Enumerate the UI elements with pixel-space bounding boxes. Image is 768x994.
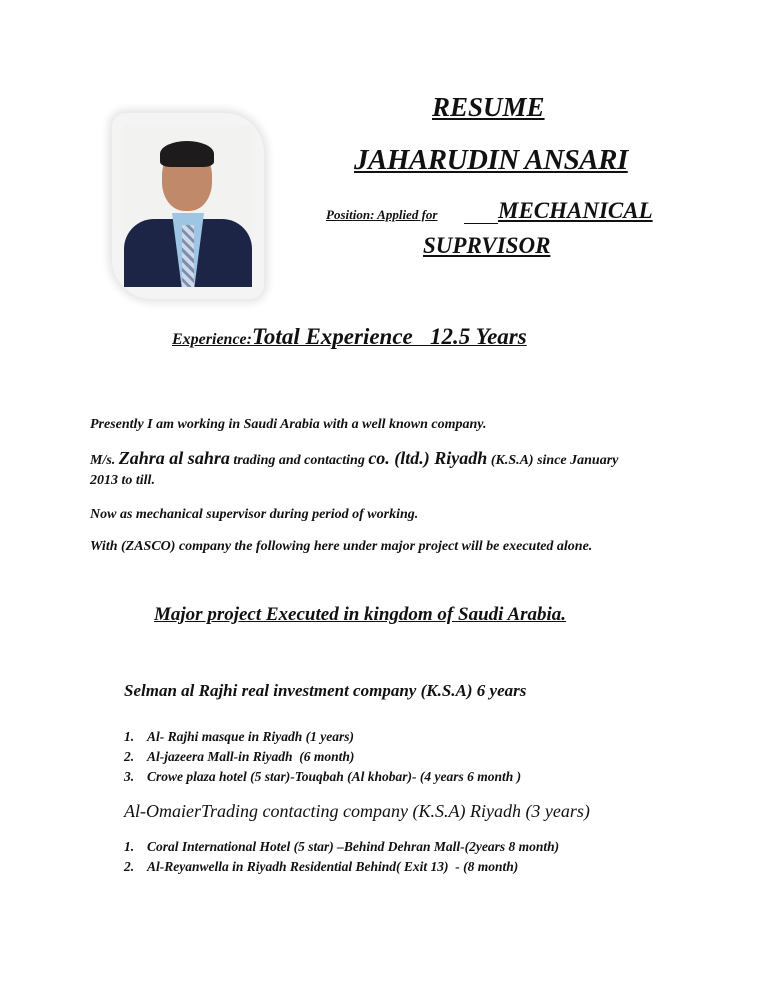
experience — [172, 324, 527, 350]
position-gap — [464, 207, 498, 224]
company-line-2: 2013 to till. — [90, 473, 155, 488]
experience-label: Experience: — [172, 331, 252, 348]
project-group-title: Al-OmaierTrading contacting company (K.S.A) Riyadh (3 years) — [124, 801, 590, 821]
candidate-name: JAHARUDIN ANSARI — [354, 144, 628, 176]
projects-heading: Major project Executed in kingdom of Saudi Arabia. — [154, 604, 567, 625]
profile-photo — [112, 113, 264, 299]
role-line: Now as mechanical supervisor during period of working. — [90, 507, 419, 522]
zasco-line: With (ZASCO) company the following here under major project will be executed alone. — [90, 539, 593, 554]
position-value-line2: SUPRVISOR — [423, 233, 551, 258]
resume-title: RESUME — [432, 92, 545, 122]
company-text: trading and contacting — [233, 453, 365, 468]
position-label: Position: Applied for — [326, 207, 438, 222]
position-value: MECHANICAL — [498, 198, 653, 223]
company-since: (K.S.A) since January — [490, 453, 619, 468]
experience-value: Total Experience 12.5 Years — [251, 324, 527, 349]
company-location: co. (ltd.) Riyadh — [368, 448, 488, 468]
ms-prefix: M/s. — [90, 453, 116, 468]
project-group-title: Selman al Rajhi real investment company (K.S.A) 6 years — [124, 681, 527, 700]
portrait-image — [124, 125, 252, 287]
company-line — [90, 448, 618, 469]
intro-line: Presently I am working in Saudi Arabia with a well known company. — [90, 417, 487, 432]
company-name: Zahra al sahra — [118, 448, 230, 468]
